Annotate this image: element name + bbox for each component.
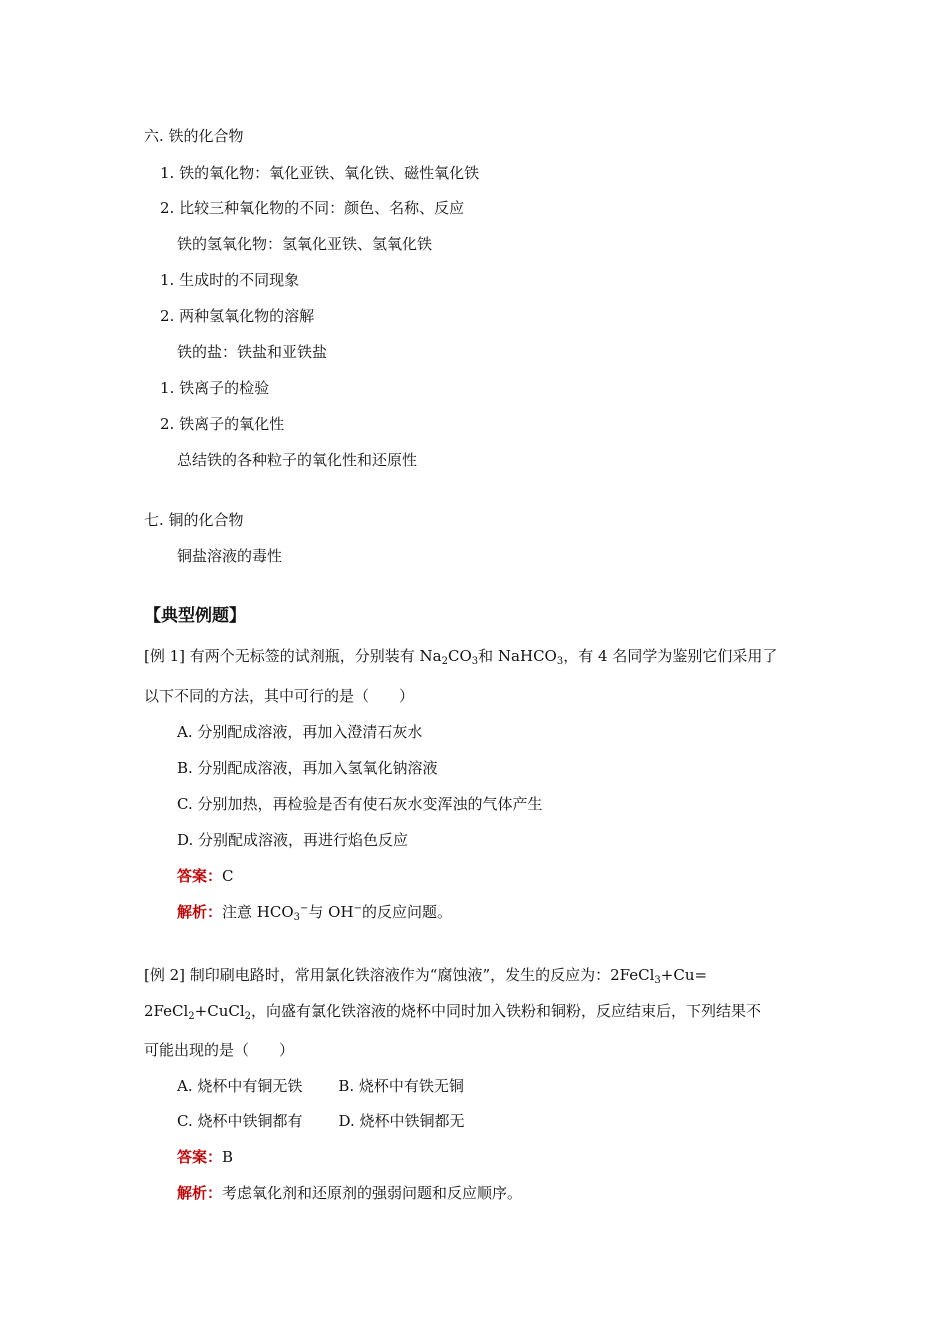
ex2-option-d: D. 烧杯中铁铜都无 — [338, 1112, 465, 1130]
ex1-analysis-label: 解析： — [177, 903, 223, 921]
ex2-answer — [177, 1147, 233, 1167]
ex2-analysis-label: 解析： — [177, 1184, 223, 1202]
ex1-analysis-b: 与 OH — [308, 903, 354, 921]
ex2-line2-b: +CuCl — [194, 1002, 245, 1020]
iron-summary: 总结铁的各种粒子的氧化性和还原性 — [177, 451, 418, 469]
ex1-sub-c: 3 — [556, 656, 564, 667]
copper-item: 铜盐溶液的毒性 — [177, 547, 283, 565]
example-1-stem-line2: 以下不同的方法，其中可行的是（ ） — [144, 687, 415, 705]
ex1-analysis-a: 注意 HCO — [222, 903, 294, 921]
ex2-line2-a: 2FeCl — [144, 1002, 189, 1020]
ex1-sub-a: 2 — [441, 656, 448, 667]
example-2-stem-line3: 可能出现的是（ ） — [144, 1041, 295, 1059]
ex2-sub2: 2 — [188, 1011, 195, 1022]
example-2-stem — [144, 965, 707, 985]
examples-header: 【典型例题】 — [144, 606, 246, 626]
ex1-option-b: B. 分别配成溶液，再加入氢氧化钠溶液 — [177, 759, 438, 777]
ex1-answer-label: 答案： — [177, 867, 223, 885]
example-1-stem — [144, 646, 777, 666]
ex2-stem-line1: [例 2] 制印刷电路时，常用氯化铁溶液作为“腐蚀液”，发生的反应为：2FeCl — [144, 966, 655, 984]
ex2-analysis — [177, 1183, 522, 1203]
ex1-stem-b: CO — [448, 647, 472, 665]
ex1-sub-b: 3 — [471, 656, 479, 667]
section-7-title: 七. 铜的化合物 — [144, 511, 244, 529]
salt-title: 铁的盐：铁盐和亚铁盐 — [177, 343, 328, 361]
ex1-stem-d: ，有 4 名同学为鉴别它们采用了 — [563, 647, 778, 665]
ex2-sub1: 3 — [654, 975, 661, 986]
ex2-option-c: C. 烧杯中铁铜都有 — [177, 1112, 303, 1130]
ex1-option-c: C. 分别加热，再检验是否有使石灰水变浑浊的气体产生 — [177, 795, 543, 813]
salt-item-2: 2. 铁离子的氧化性 — [160, 415, 285, 433]
hydroxide-title: 铁的氢氧化物：氢氧化亚铁、氢氧化铁 — [177, 235, 433, 253]
ex1-stem-c: 和 NaHCO — [478, 647, 557, 665]
hydroxide-item-2: 2. 两种氢氧化物的溶解 — [160, 307, 315, 325]
ex2-sub3: 2 — [244, 1011, 252, 1022]
ex2-options-row-1 — [177, 1076, 464, 1096]
ex1-analysis-c: 的反应问题。 — [361, 903, 452, 921]
ex2-line2-c: ，向盛有氯化铁溶液的烧杯中同时加入铁粉和铜粉，反应结束后，下列结果不 — [251, 1002, 762, 1020]
ex2-answer-label: 答案： — [177, 1148, 223, 1166]
ex2-analysis-text: 考虑氧化剂和还原剂的强弱问题和反应顺序。 — [222, 1184, 523, 1202]
salt-item-1: 1. 铁离子的检验 — [160, 379, 270, 397]
example-2-stem-line2 — [144, 1001, 761, 1021]
ex1-analysis-sub: 3 — [293, 912, 301, 923]
hydroxide-item-1: 1. 生成时的不同现象 — [160, 271, 300, 289]
ex1-option-a: A. 分别配成溶液，再加入澄清石灰水 — [177, 723, 423, 741]
ex1-stem-a: [例 1] 有两个无标签的试剂瓶，分别装有 Na — [144, 647, 442, 665]
ex1-analysis-sup: − — [300, 903, 309, 914]
ex1-option-d: D. 分别配成溶液，再进行焰色反应 — [177, 831, 409, 849]
ex2-options-row-2 — [177, 1111, 465, 1131]
ex1-analysis-sup2: − — [353, 903, 362, 914]
ex2-answer-value: B — [222, 1148, 234, 1166]
ex1-answer-value: C — [222, 867, 234, 885]
oxides-item-2: 2. 比较三种氧化物的不同：颜色、名称、反应 — [160, 199, 465, 217]
oxides-item-1: 1. 铁的氧化物：氧化亚铁、氧化铁、磁性氧化铁 — [160, 164, 480, 182]
ex2-option-b: B. 烧杯中有铁无铜 — [338, 1077, 464, 1095]
section-6-title: 六. 铁的化合物 — [144, 127, 244, 145]
ex2-option-a: A. 烧杯中有铜无铁 — [177, 1077, 303, 1095]
ex1-answer — [177, 866, 234, 886]
ex2-stem-line1-end: +Cu= — [660, 966, 708, 984]
ex1-analysis — [177, 902, 452, 922]
